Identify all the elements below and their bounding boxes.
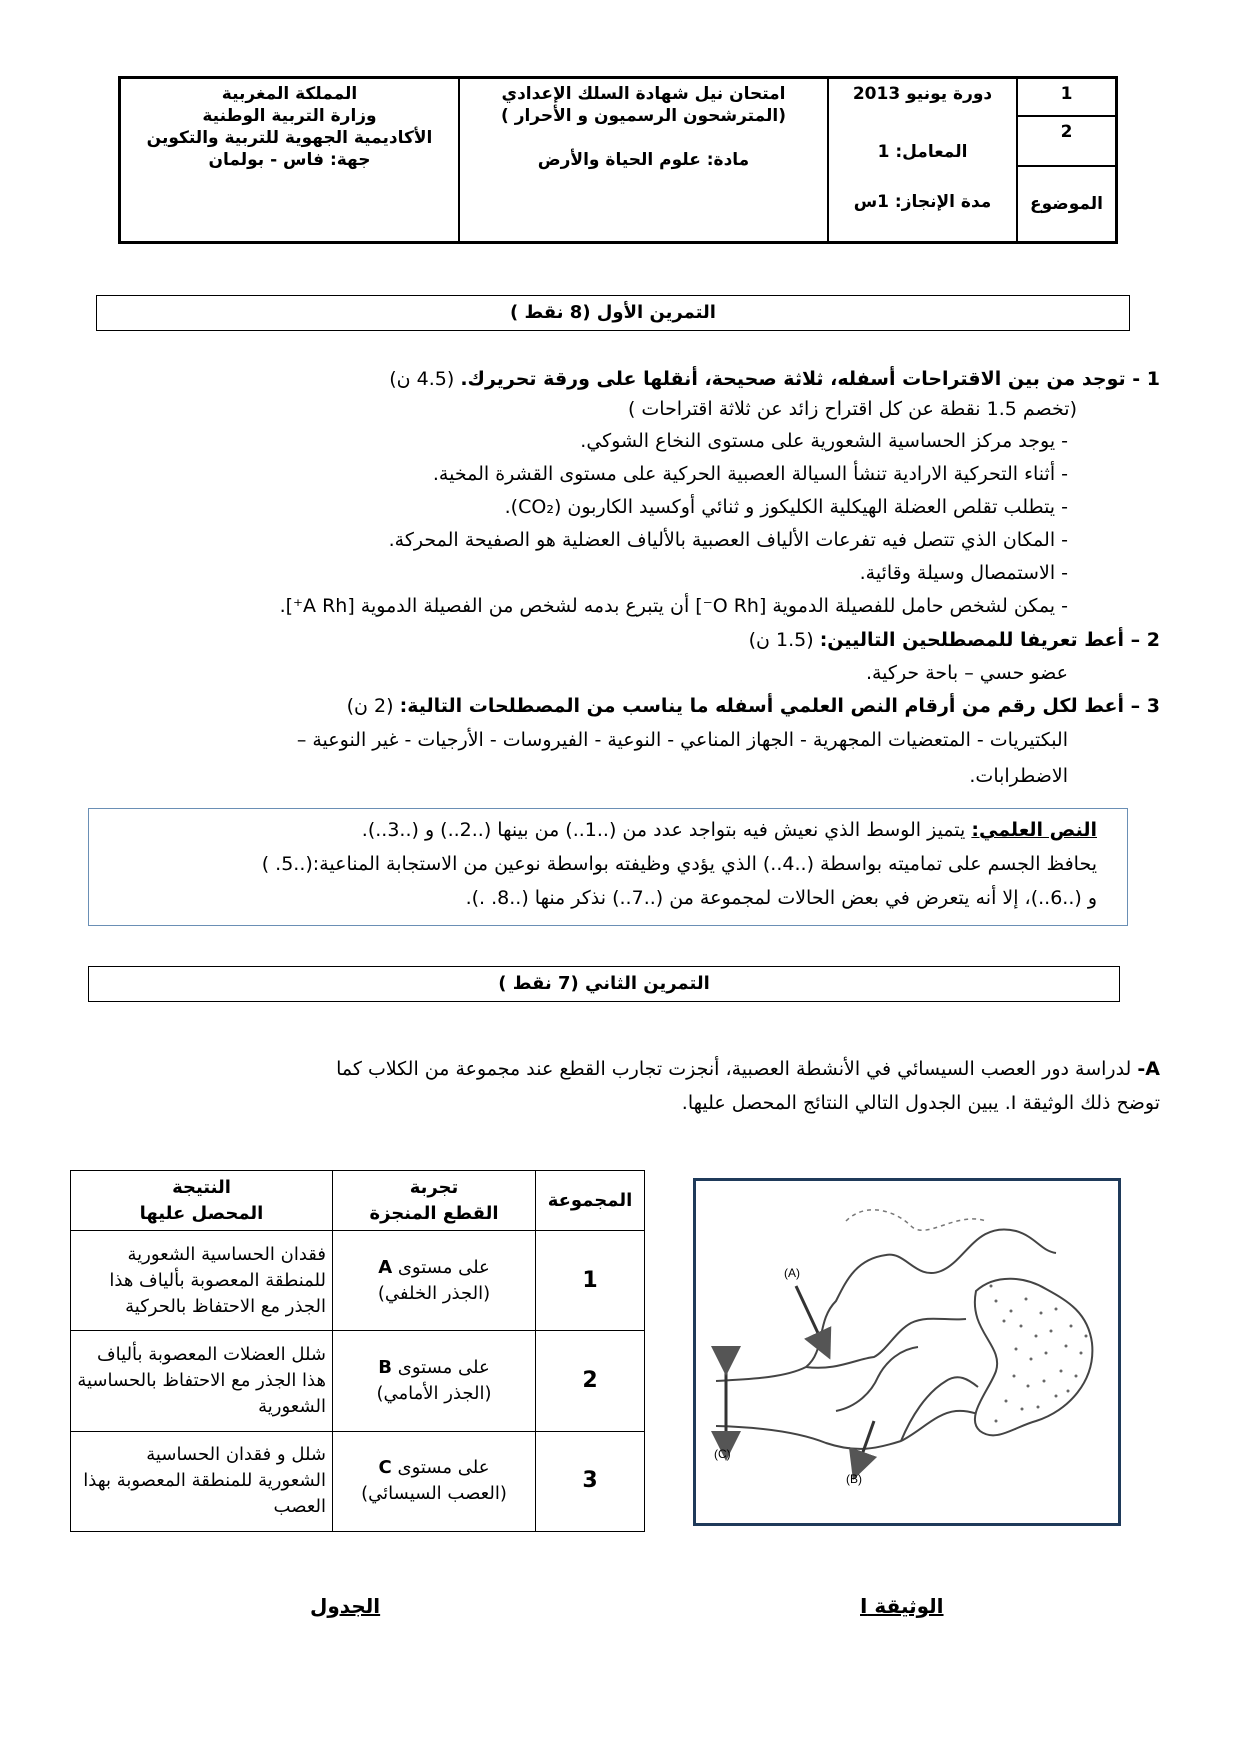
- dorsal-root: [806, 1319, 966, 1368]
- page-number: 1: [1017, 78, 1117, 117]
- header-kingdom-cell: [120, 78, 460, 243]
- q1-item-1: - يوجد مركز الحساسية الشعورية على مستوى النخاع الشوكي.: [580, 430, 1068, 452]
- table-caption: الجدول: [310, 1594, 381, 1618]
- part-a-label: A-: [1137, 1058, 1160, 1080]
- col-header-experiment: تجربة القطع المنجزة: [333, 1171, 536, 1231]
- academy-line: الأكاديمية الجهوية للتربية والتكوين: [146, 128, 433, 148]
- row-exp-detail: (الجذر الأمامي): [376, 1383, 492, 1405]
- exercise2-intro-line-2: توضح ذلك الوثيقة I. يبين الجدول التالي النتائج المحصل عليها.: [681, 1092, 1160, 1114]
- q2-terms: عضو حسي – باحة حركية.: [865, 662, 1068, 684]
- science-text-line-2: يحافظ الجسم على تماميته بواسطة (..4..) الذي يؤدي وظيفته بواسطة نوعين من الاستجابة المناعية:(..5. ): [261, 853, 1097, 875]
- exercise2-intro-line-1: [88, 1052, 1160, 1086]
- table-row: [71, 1331, 645, 1431]
- table-row: [71, 1231, 645, 1331]
- ventral-root: [901, 1377, 978, 1441]
- q2-number: 2 –: [1124, 629, 1160, 651]
- page-total: 2: [1017, 116, 1117, 166]
- ministry-line: وزارة التربية الوطنية: [202, 106, 377, 126]
- header-exam-cell: [459, 78, 828, 243]
- results-table: [70, 1170, 645, 1532]
- q1-note: (تخصم 1.5 نقطة عن كل اقتراح زائد عن ثلاثة اقتراحات ): [627, 398, 1077, 420]
- label-b: (B): [846, 1472, 862, 1486]
- spinal-nerve-figure: [693, 1178, 1121, 1526]
- row-experiment: [333, 1431, 536, 1531]
- row-exp-prefix: على مستوى: [392, 1357, 490, 1379]
- science-text-line-1-content: يتميز الوسط الذي نعيش فيه بتواجد عدد من (..1..) من بينها (..2..) و (..3..).: [361, 819, 972, 841]
- q3-terms-2: الاضطرابات.: [969, 765, 1068, 787]
- q3-text: أعط لكل رقم من أرقام النص العلمي أسفله ما يناسب من المصطلحات التالية:: [399, 695, 1125, 717]
- document-caption: الوثيقة I: [860, 1594, 944, 1618]
- row-group: 3: [536, 1431, 645, 1531]
- q1-item-4: - المكان الذي تتصل فيه تفرعات الألياف العصبية بالألياف العضلية هو الصفيحة المحركة.: [388, 529, 1068, 551]
- row-exp-detail: (العصب السيسائي): [361, 1483, 507, 1505]
- row-result: شلل و فقدان الحساسية الشعورية للمنطقة المعصوبة بهذا العصب: [71, 1431, 333, 1531]
- exam-coefficient: المعامل: 1: [877, 142, 968, 162]
- row-exp-prefix: على مستوى: [392, 1256, 490, 1278]
- q3-number: 3 –: [1124, 695, 1160, 717]
- q3-points: (2 ن): [346, 695, 394, 717]
- col-header-group-text: المجموعة: [547, 1189, 633, 1211]
- col-header-result: النتيجة المحصل عليها: [71, 1171, 333, 1231]
- exam-session: دورة يونيو 2013: [852, 84, 993, 104]
- science-text-label: النص العلمي:: [971, 819, 1097, 841]
- col-header-group: [536, 1171, 645, 1231]
- q1-number: 1 -: [1125, 368, 1160, 390]
- row-result: شلل العضلات المعصوبة بألياف هذا الجذر مع الاحتفاظ بالحساسية الشعورية: [71, 1331, 333, 1431]
- q2-points: (1.5 ن): [748, 629, 814, 651]
- exercise2-title: التمرين الثاني (7 نقط ): [88, 966, 1120, 1002]
- q1-item-3: - يتطلب تقلص العضلة الهيكلية الكليكوز و ثنائي أوكسيد الكاربون (CO₂).: [504, 496, 1068, 518]
- row-group: 2: [536, 1331, 645, 1431]
- row-experiment: [333, 1331, 536, 1431]
- header-session-cell: [828, 78, 1017, 243]
- q1-points: (4.5 ن): [389, 368, 455, 390]
- q2-text: أعط تعريفا للمصطلحين التاليين:: [819, 629, 1125, 651]
- q1-line: [389, 365, 1160, 393]
- science-text-line-3: و (..6..)، إلا أنه يتعرض في بعض الحالات لمجموعة من (..7..) نذكر منها (..8. .).: [465, 887, 1097, 909]
- q3-line: [347, 692, 1160, 720]
- q3-terms-1: البكتيريات - المتعضيات المجهرية - الجهاز المناعي - النوعية - الفيروسات - الأرجيات - غير النوعية –: [296, 729, 1068, 751]
- exam-subject: مادة: علوم الحياة والأرض: [537, 150, 750, 170]
- table-row: [71, 1431, 645, 1531]
- arrow-a: [796, 1286, 824, 1346]
- exam-candidates: ( المترشحون الرسميون و الأحرار): [500, 106, 786, 126]
- q1-item-2: - أثناء التحركية الارادية تنشأ السيالة العصبية الحركية على مستوى القشرة المخية.: [432, 463, 1068, 485]
- arrow-b: [858, 1421, 874, 1466]
- kingdom-line: المملكة المغربية: [221, 84, 358, 104]
- dorsal-root-inner: [836, 1347, 918, 1411]
- row-exp-prefix: على مستوى: [391, 1457, 490, 1479]
- science-text-line-1: [99, 813, 1097, 847]
- dashed-outline: [846, 1210, 986, 1230]
- header-table: [118, 76, 1118, 244]
- topic-label: الموضوع: [1017, 166, 1117, 243]
- exercise2-intro-text-1: لدراسة دور العصب السيسائي في الأنشطة العصبية، أنجزت تجارب القطع عند مجموعة من الكلاب كما: [336, 1058, 1138, 1080]
- science-text-box: [88, 808, 1128, 926]
- q1-text: توجد من بين الاقتراحات أسفله، ثلاثة صحيحة، أنقلها على ورقة تحريرك.: [460, 368, 1126, 390]
- exam-duration: مدة الإنجاز: 1س: [853, 192, 992, 212]
- row-exp-letter: C: [378, 1457, 392, 1479]
- exam-title: امتحان نيل شهادة السلك الإعدادي: [501, 84, 786, 104]
- spinal-nerve-diagram: [696, 1181, 1118, 1523]
- row-experiment: [333, 1231, 536, 1331]
- row-exp-detail: (الجذر الخلفي): [377, 1282, 491, 1304]
- exercise2-intro: [88, 1052, 1160, 1120]
- exercise1-title: التمرين الأول (8 نقط ): [96, 295, 1130, 331]
- row-exp-letter: A: [378, 1256, 393, 1278]
- spinal-cord-section: [975, 1279, 1093, 1436]
- q1-item-5: - الاستمصال وسيلة وقائية.: [859, 562, 1068, 584]
- label-a: (A): [784, 1266, 800, 1280]
- row-result: فقدان الحساسية الشعورية للمنطقة المعصوبة بألياف هذا الجذر مع الاحتفاظ بالحركية: [71, 1231, 333, 1331]
- label-c: (C): [714, 1447, 731, 1461]
- q1-item-6: - يمكن لشخص حامل للفصيلة الدموية [O Rh⁻] أن يتبرع بدمه لشخص من الفصيلة الدموية [A Rh⁺].: [279, 595, 1068, 617]
- region-line: جهة: فاس - بولمان: [208, 150, 371, 170]
- q2-line: [749, 626, 1160, 654]
- row-exp-letter: B: [378, 1357, 393, 1379]
- row-group: 1: [536, 1231, 645, 1331]
